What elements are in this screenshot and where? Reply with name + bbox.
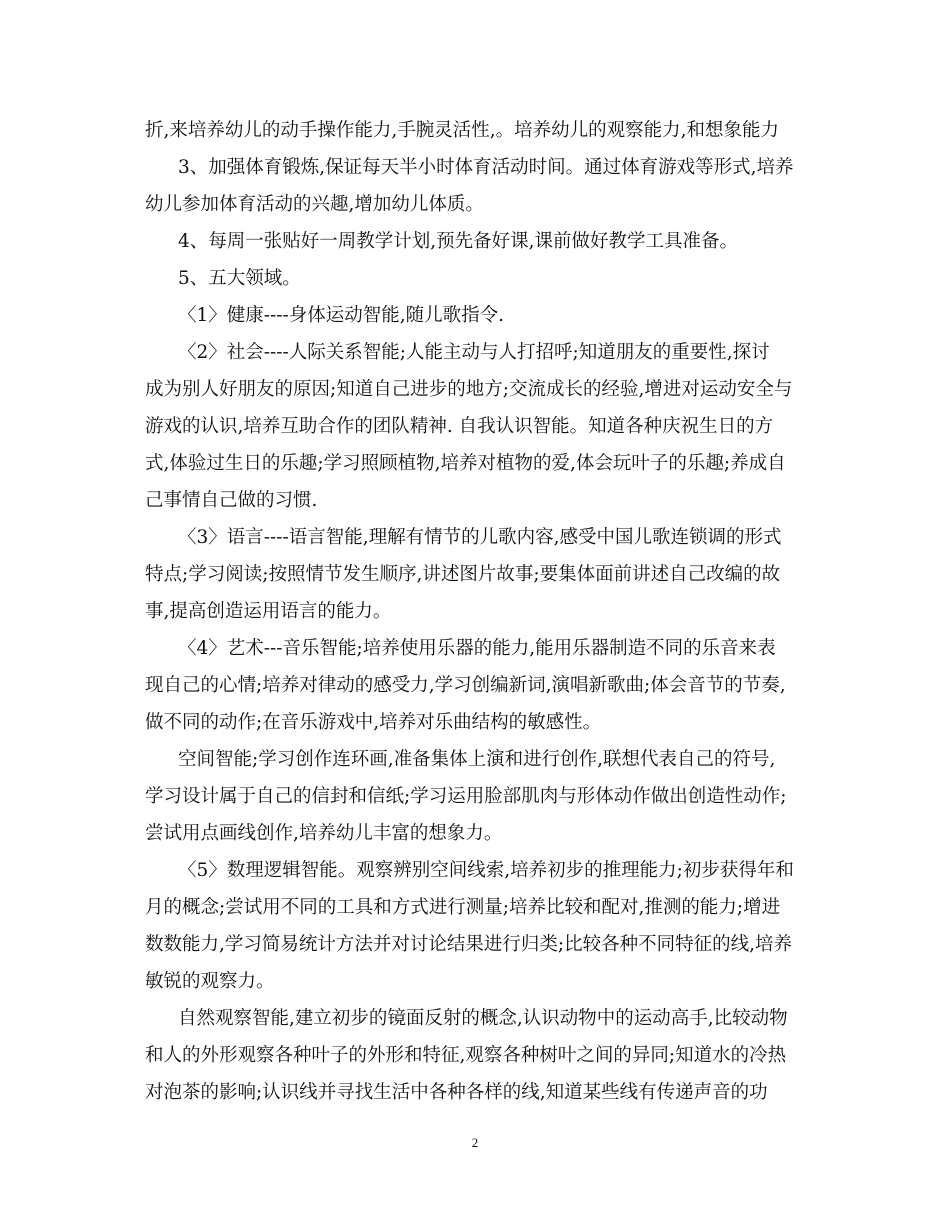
text-line: 和人的外形观察各种叶子的外形和特征,观察各种树叶之间的异同;知道水的冷热 [145, 1045, 787, 1066]
text-line: 〈4〉艺术---音乐智能;培养使用乐器的能力,能用乐器制造不同的乐音来表 [178, 638, 776, 659]
text-line: 〈1〉健康----身体运动智能,随儿歌指令. [178, 305, 505, 326]
text-line: 敏锐的观察力。 [145, 971, 275, 992]
text-line: 做不同的动作;在音乐游戏中,培养对乐曲结构的敏感性。 [145, 712, 602, 733]
text-line: 特点;学习阅读;按照情节发生顺序,讲述图片故事;要集体面前讲述自己改编的故 [145, 564, 781, 585]
text-line: 幼儿参加体育活动的兴趣,增加幼儿体质。 [145, 194, 484, 215]
text-line: 空间智能;学习创作连环画,准备集体上演和进行创作,联想代表自己的符号, [178, 749, 776, 770]
text-line: 〈2〉社会----人际关系智能;人能主动与人打招呼;知道朋友的重要性,探讨 [178, 342, 770, 363]
text-line: 月的概念;尝试用不同的工具和方式进行测量;培养比较和配对,推测的能力;增进 [145, 897, 781, 918]
text-line: 现自己的心情;培养对律动的感受力,学习创编新词,演唱新歌曲;体会音节的节奏, [145, 675, 786, 696]
text-line: 游戏的认识,培养互助合作的团队精神. 自我认识智能。知道各种庆祝生日的方 [145, 416, 774, 437]
text-line: 对泡茶的影响;认识线并寻找生活中各种各样的线,知道某些线有传递声音的功 [145, 1082, 768, 1103]
text-line: 自然观察智能,建立初步的镜面反射的概念,认识动物中的运动高手,比较动物 [178, 1008, 788, 1029]
text-line: 3、加强体育锻炼,保证每天半小时体育活动时间。通过体育游戏等形式,培养 [178, 157, 794, 178]
text-line: 5、五大领域。 [178, 268, 301, 289]
text-line: 尝试用点画线创作,培养幼儿丰富的想象力。 [145, 823, 503, 844]
text-line: 成为别人好朋友的原因;知道自己进步的地方;交流成长的经验,增进对运动安全与 [145, 379, 793, 400]
text-line: 〈5〉数理逻辑智能。观察辨别空间线索,培养初步的推理能力;初步获得年和 [178, 860, 794, 881]
text-line: 己事情自己做的习惯. [145, 490, 318, 511]
text-line: 式,体验过生日的乐趣;学习照顾植物,培养对植物的爱,体会玩叶子的乐趣;养成自 [145, 453, 786, 474]
text-line: 折,来培养幼儿的动手操作能力,手腕灵活性,。培养幼儿的观察能力,和想象能力 [145, 120, 780, 141]
page-number: 2 [471, 1135, 479, 1150]
text-line: 〈3〉语言----语言智能,理解有情节的儿歌内容,感受中国儿歌连锁调的形式 [178, 527, 782, 548]
text-line: 数数能力,学习简易统计方法并对讨论结果进行归类;比较各种不同特征的线,培养 [145, 934, 792, 955]
text-line: 4、每周一张贴好一周教学计划,预先备好课,课前做好教学工具准备。 [178, 231, 739, 252]
text-line: 事,提高创造运用语言的能力。 [145, 601, 392, 622]
text-line: 学习设计属于自己的信封和信纸;学习运用脸部肌肉与形体动作做出创造性动作; [145, 786, 787, 807]
